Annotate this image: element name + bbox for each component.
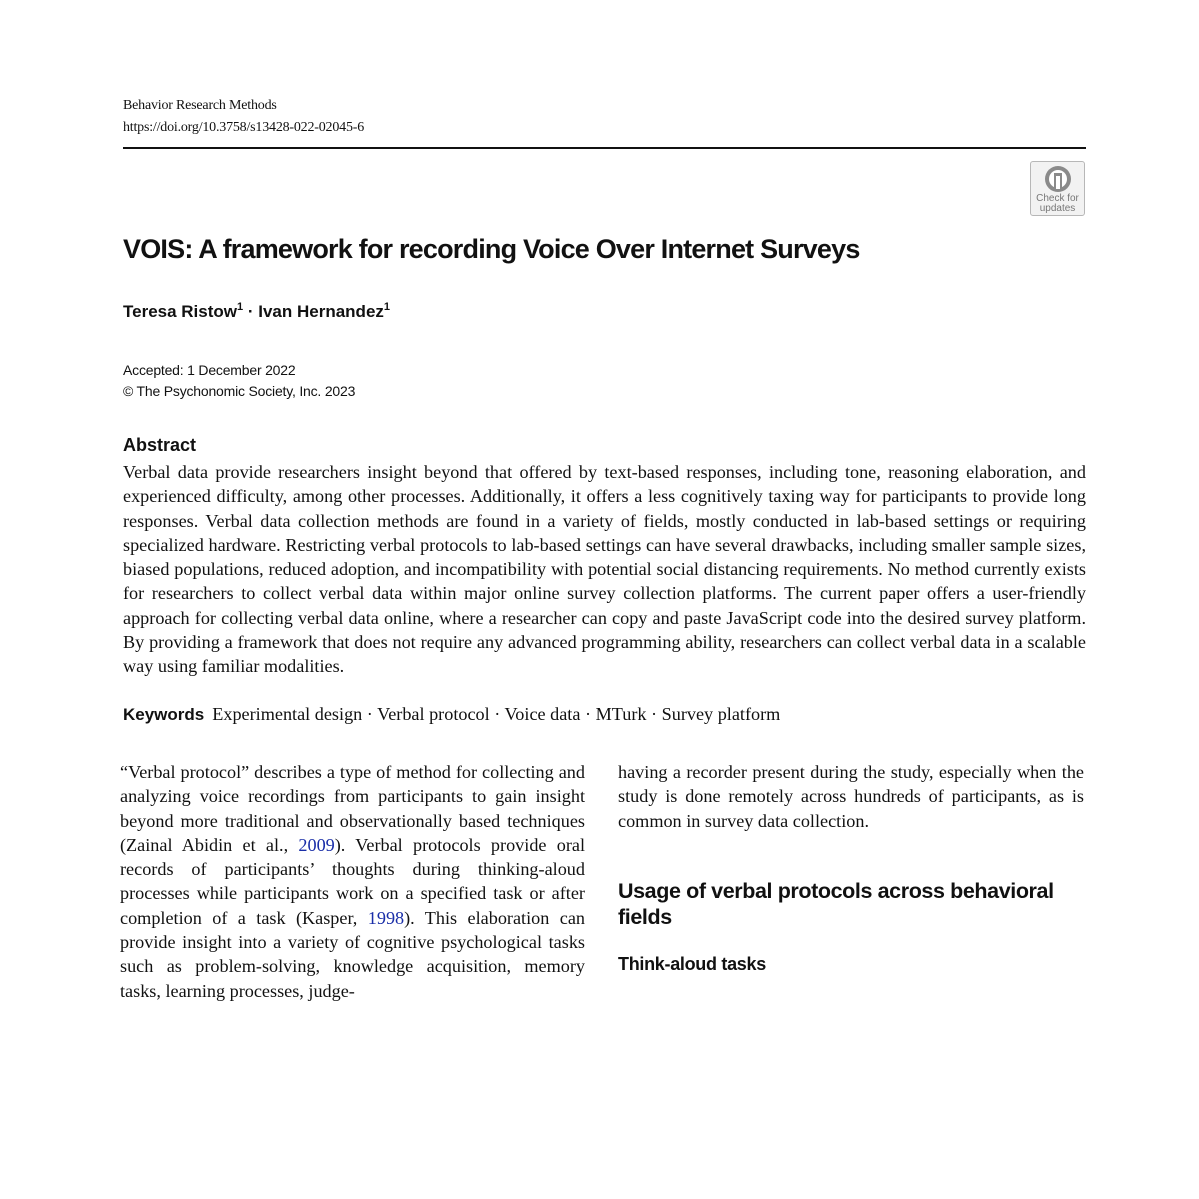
copyright-notice: © The Psychonomic Society, Inc. 2023 bbox=[123, 383, 356, 399]
citation-link[interactable]: 2009 bbox=[298, 834, 335, 855]
keywords-list: Experimental design · Verbal protocol · Voice data · MTurk · Survey platform bbox=[212, 704, 781, 724]
body-text: “Verbal protocol” describes a type of method for collecting and analyzing voice recordings from participants to gain insight beyond more traditional and observationally based techniques (Zainal Abidin et al., bbox=[120, 762, 585, 855]
abstract-text: Verbal data provide researchers insight beyond that offered by text-based responses, including tone, reasoning elaboration, and experienced difficulty, among other processes. Additionally, it offers a less cognitively taxing way for participants to provide long responses. Verbal data collection methods are found in a variety of fields, mostly conducted in lab-based settings or requiring specialized hardware. Restricting verbal protocols to lab-based settings can have several drawbacks, including smaller sample sizes, biased populations, reduced adoption, and incompatibility with potential social distancing requirements. No method currently exists for researchers to collect verbal data within major online survey collection platforms. The current paper offers a user-friendly approach for collecting verbal data online, where a researcher can copy and paste JavaScript code into the desired survey platform. By providing a framework that does not require any advanced programming ability, researchers can collect verbal data in a scalable way using familiar modalities. bbox=[123, 462, 1086, 677]
author-separator: · bbox=[243, 302, 259, 321]
author-affiliation: 1 bbox=[237, 301, 244, 313]
keywords-label: Keywords bbox=[123, 705, 205, 724]
body-right-column: having a recorder present during the study, especially when the study is done remotely across hundreds of participants, as is common in survey data collection. bbox=[618, 762, 1084, 831]
publication-meta bbox=[123, 360, 355, 402]
body-left-column bbox=[120, 760, 585, 1003]
check-for-updates-icon bbox=[1043, 164, 1073, 194]
paper-title: VOIS: A framework for recording Voice Over Internet Surveys bbox=[123, 234, 860, 264]
header-rule bbox=[123, 147, 1086, 149]
abstract-heading: Abstract bbox=[123, 435, 197, 455]
keywords-line bbox=[123, 704, 780, 725]
journal-name: Behavior Research Methods bbox=[123, 98, 277, 113]
citation-link[interactable]: 1998 bbox=[367, 907, 405, 928]
body-text: ). This elaboration can provide insight into a variety of cognitive psychological tasks such as problem-solving, knowledge acquisition, memory tasks, learning processes, judge- bbox=[120, 907, 585, 1001]
accepted-date: Accepted: 1 December 2022 bbox=[123, 362, 296, 378]
journal-header bbox=[123, 95, 364, 139]
author-list bbox=[123, 302, 390, 322]
author-name[interactable]: Ivan Hernandez bbox=[258, 302, 384, 321]
body-text: ). Verbal protocols provide oral records of participants’ thoughts during thinking-aloud processes while participants work on a specified task or after completion of a task (Kasper, bbox=[120, 834, 586, 928]
section-heading: Usage of verbal protocols across behavioral fields bbox=[618, 879, 1054, 929]
doi-link[interactable]: https://doi.org/10.3758/s13428-022-02045-6 bbox=[123, 120, 365, 135]
badge-line-2: updates bbox=[1039, 203, 1076, 214]
author-name[interactable]: Teresa Ristow bbox=[123, 302, 238, 321]
author-affiliation: 1 bbox=[383, 301, 391, 313]
check-for-updates-badge[interactable] bbox=[1030, 161, 1085, 216]
badge-line-1: Check for bbox=[1036, 193, 1079, 204]
subsection-heading: Think-aloud tasks bbox=[618, 954, 766, 974]
